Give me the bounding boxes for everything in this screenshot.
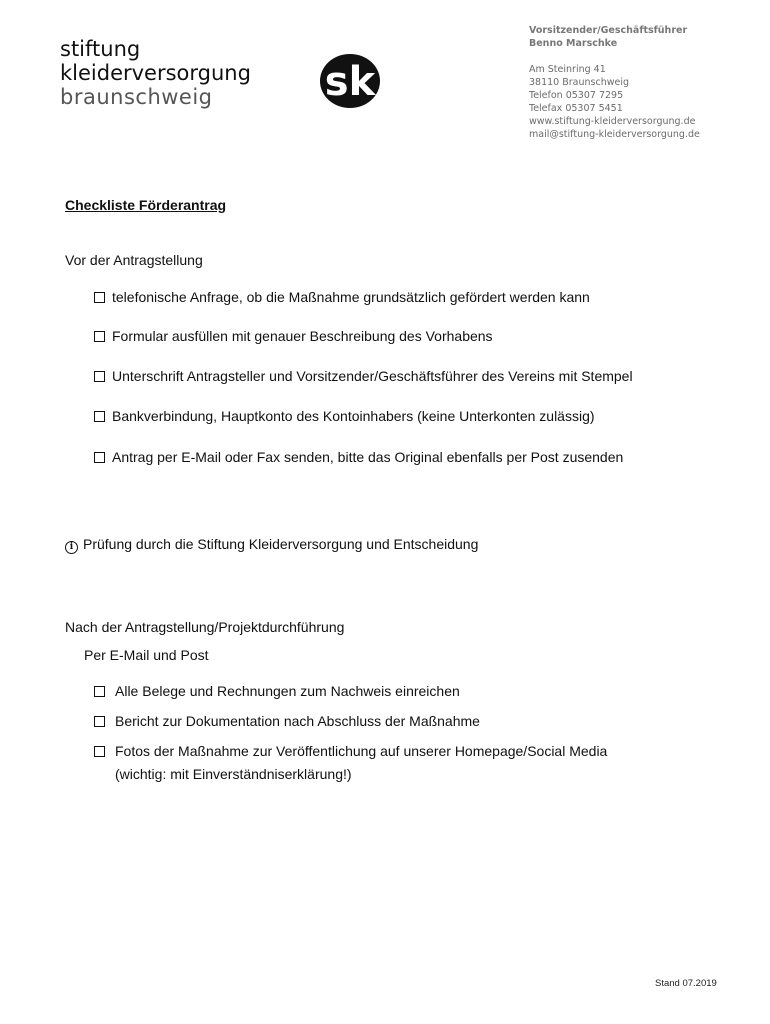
review-note-text: Prüfung durch die Stiftung Kleiderversorgung und Entscheidung <box>83 536 479 552</box>
contact-name: Benno Marschke <box>529 38 618 49</box>
review-note <box>65 536 478 554</box>
checklist-item <box>94 449 623 466</box>
contact-role: Vorsitzender/Geschäftsführer <box>529 25 688 36</box>
brand-line-2: kleiderversorgung <box>60 61 251 85</box>
section-after-heading: Nach der Antragstellung/Projektdurchführung <box>65 619 345 635</box>
page-title: Checkliste Förderantrag <box>65 197 227 213</box>
checklist-item <box>94 328 493 345</box>
checklist-item <box>94 743 607 760</box>
brand-line-1: stiftung <box>60 37 141 61</box>
contact-city: 38110 Braunschweig <box>529 77 630 88</box>
checklist-item <box>94 289 590 306</box>
contact-street: Am Steinring 41 <box>529 64 606 75</box>
checklist-item <box>94 713 480 730</box>
contact-fax: Telefax 05307 5451 <box>529 103 623 114</box>
checklist-item-label: telefonische Anfrage, ob die Maßnahme grundsätzlich gefördert werden kann <box>112 289 590 305</box>
checklist-item-label: Bericht zur Dokumentation nach Abschluss der Maßnahme <box>115 713 480 729</box>
contact-mail: mail@stiftung-kleiderversorgung.de <box>529 129 700 140</box>
brand-line-3: braunschweig <box>60 85 213 109</box>
checkbox-icon[interactable] <box>94 331 105 342</box>
checkbox-icon[interactable] <box>94 411 105 422</box>
checklist-item <box>94 683 460 700</box>
section-before-heading: Vor der Antragstellung <box>65 252 203 268</box>
contact-web: www.stiftung-kleiderversorgung.de <box>529 116 696 127</box>
checkbox-icon[interactable] <box>94 371 105 382</box>
logo-text: sk <box>324 59 376 105</box>
checkbox-icon[interactable] <box>94 746 105 757</box>
checklist-item-label: Bankverbindung, Hauptkonto des Kontoinhabers (keine Unterkonten zulässig) <box>112 408 595 424</box>
checklist-item-label: Unterschrift Antragsteller und Vorsitzender/Geschäftsführer des Vereins mit Stempel <box>112 368 633 384</box>
checkbox-icon[interactable] <box>94 686 105 697</box>
checkbox-icon[interactable] <box>94 716 105 727</box>
checklist-item-label: Fotos der Maßnahme zur Veröffentlichung auf unserer Homepage/Social Media <box>115 743 608 759</box>
checklist-item <box>94 408 595 425</box>
checkbox-icon[interactable] <box>94 452 105 463</box>
checklist-item-label: Alle Belege und Rechnungen zum Nachweis einreichen <box>115 683 460 699</box>
checklist-item-continuation: (wichtig: mit Einverständniserklärung!) <box>115 766 352 782</box>
checklist-item <box>94 368 633 385</box>
footer-date: Stand 07.2019 <box>655 978 717 989</box>
checkbox-icon[interactable] <box>94 292 105 303</box>
sk-logo-icon <box>319 53 381 109</box>
checklist-item-label: Antrag per E-Mail oder Fax senden, bitte das Original ebenfalls per Post zusenden <box>112 449 624 465</box>
section-after-subheading: Per E-Mail und Post <box>84 647 209 663</box>
info-icon: i <box>65 541 78 554</box>
contact-phone: Telefon 05307 7295 <box>529 90 624 101</box>
checklist-item-label: Formular ausfüllen mit genauer Beschreibung des Vorhabens <box>112 328 493 344</box>
